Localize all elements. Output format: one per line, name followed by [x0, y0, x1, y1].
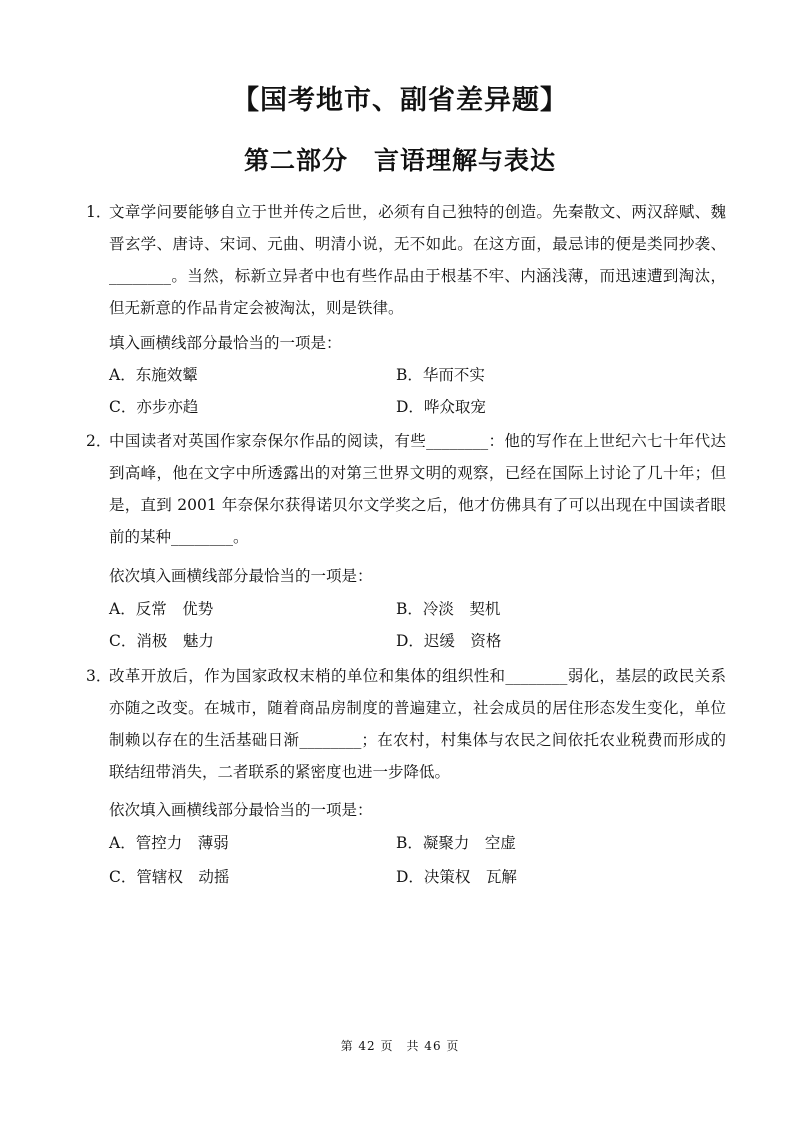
question-text: 中国读者对英国作家奈保尔作品的阅读，有些________：他的写作在上世纪六七十年代达到高峰，他在文字中所透露出的对第三世界文明的观察，已经在国际上讨论了几十年；但是，直到 2001 年奈保尔获得诺贝尔文学奖之后，他才仿佛具有了可以出现在中国读者眼前的某种________。: [109, 432, 726, 546]
page-footer: 第 42 页 共 46 页: [340, 1039, 460, 1053]
document-title: 【国考地市、副省差异题】: [232, 85, 568, 116]
section-title: 第二部分 言语理解与表达: [243, 146, 556, 175]
question-text: 文章学问要能够自立于世并传之后世，必须有自己独特的创造。先秦散文、两汉辞赋、魏晋玄学、唐诗、宋词、元曲、明清小说，无不如此。在这方面，最忌讳的便是类同抄袭、________。当然，标新立异者中也有些作品由于根基不牢、内涵浅薄，而迅速遭到淘汰，但无新意的作品肯定会被淘汰，则是铁律。: [109, 203, 726, 317]
question-1-option-b: B．华而不实: [396, 366, 485, 384]
question-1-option-d: D．哗众取宠: [396, 398, 486, 416]
question-2-option-a: A．反常 优势: [109, 600, 214, 618]
question-text: 改革开放后，作为国家政权末梢的单位和集体的组织性和________弱化，基层的政民关系亦随之改变。在城市，随着商品房制度的普遍建立，社会成员的居住形态发生变化，单位制赖以存在的生活基础日渐________；在农村，村集体与农民之间依托农业税费而形成的联结纽带消失，二者联系的紧密度也进一步降低。: [109, 667, 726, 781]
question-3-option-b: B．凝聚力 空虚: [396, 834, 516, 852]
question-number: 2．: [86, 432, 112, 450]
question-1-stem: 填入画横线部分最恰当的一项是：: [109, 334, 342, 352]
question-number: 1．: [86, 203, 112, 221]
question-1: [86, 196, 726, 324]
question-3-stem: 依次填入画横线部分最恰当的一项是：: [109, 801, 373, 819]
question-3: [86, 660, 726, 788]
question-2-option-d: D．迟缓 资格: [396, 632, 502, 650]
question-number: 3．: [86, 667, 112, 685]
question-2-option-b: B．冷淡 契机: [396, 600, 501, 618]
question-3-option-d: D．决策权 瓦解: [396, 868, 517, 886]
question-1-option-c: C．亦步亦趋: [109, 398, 199, 416]
question-2: [86, 425, 726, 553]
question-3-option-a: A．管控力 薄弱: [109, 834, 229, 852]
question-2-option-c: C．消极 魅力: [109, 632, 214, 650]
question-3-option-c: C．管辖权 动摇: [109, 868, 230, 886]
question-1-option-a: A．东施效颦: [109, 366, 198, 384]
question-2-stem: 依次填入画横线部分最恰当的一项是：: [109, 567, 373, 585]
